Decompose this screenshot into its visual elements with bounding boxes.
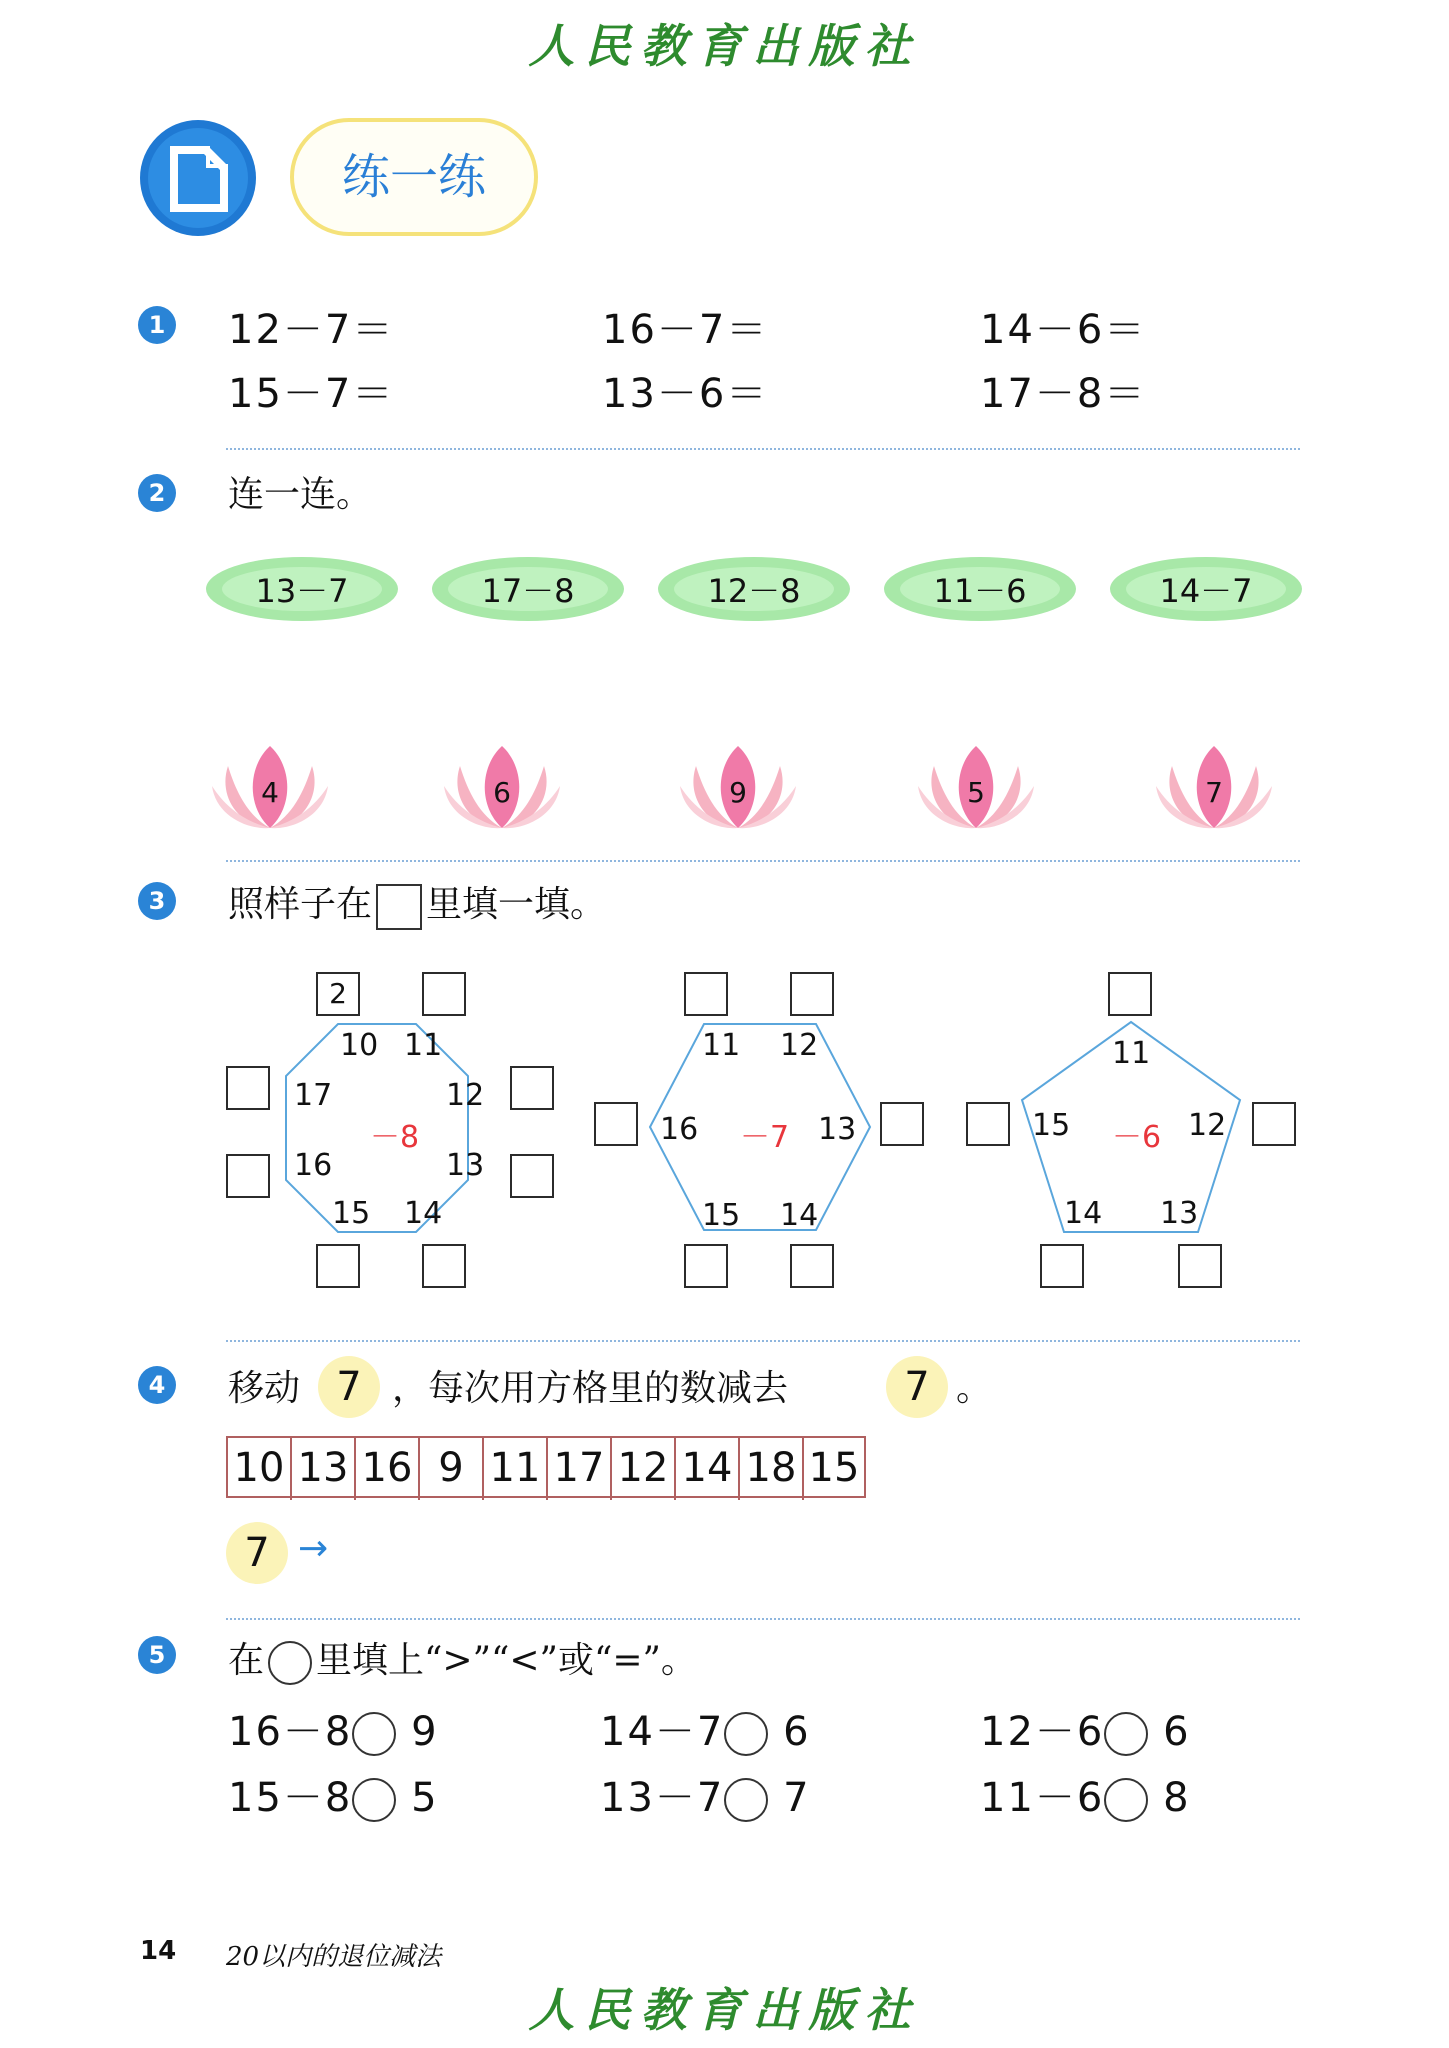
lily-pad-label: 11－6 <box>933 572 1027 610</box>
hexagon-operator: －7 <box>740 1120 790 1155</box>
comparison <box>980 1700 1191 1757</box>
q1-equation: 15－7＝ <box>228 371 395 417</box>
answer-box[interactable] <box>1040 1244 1084 1288</box>
number-cell[interactable]: 14 <box>676 1438 740 1500</box>
chapter-title: 20以内的退位减法 <box>226 1942 442 1972</box>
q5-prompt-before: 在 <box>228 1640 265 1681</box>
lotus-flower <box>676 736 800 832</box>
lotus-label: 4 <box>261 776 279 809</box>
document-icon <box>138 118 258 238</box>
answer-box[interactable] <box>1252 1102 1296 1146</box>
q5-prompt-after: 里填上“>”“<”或“=”。 <box>316 1640 697 1681</box>
pentagon-number: 11 <box>1112 1036 1151 1071</box>
number-cell[interactable]: 13 <box>292 1438 356 1500</box>
octagon-number: 10 <box>340 1028 379 1063</box>
answer-box[interactable] <box>790 1244 834 1288</box>
comparison <box>228 1700 439 1757</box>
q4-prompt-a: 移动 <box>228 1368 301 1409</box>
hexagon-number: 15 <box>702 1198 741 1233</box>
answer-box[interactable] <box>880 1102 924 1146</box>
answer-box[interactable] <box>594 1102 638 1146</box>
octagon-operator: －8 <box>370 1120 420 1155</box>
compare-circle[interactable] <box>724 1712 768 1756</box>
hexagon-number: 14 <box>780 1198 819 1233</box>
comparison <box>600 1700 811 1757</box>
divider <box>226 860 1300 862</box>
comparison-right: 8 <box>1163 1775 1191 1821</box>
arrow-right-icon: → <box>298 1528 329 1569</box>
comparison-left: 11－6 <box>980 1775 1105 1821</box>
hexagon-number: 13 <box>818 1112 857 1147</box>
hexagon-number: 16 <box>660 1112 699 1147</box>
q1-equation: 16－7＝ <box>602 307 769 353</box>
number-cell[interactable]: 16 <box>356 1438 420 1500</box>
divider <box>226 448 1300 450</box>
number-cell[interactable]: 12 <box>612 1438 676 1500</box>
comparison-left: 14－7 <box>600 1709 725 1755</box>
lily-pad <box>656 552 852 626</box>
answer-box[interactable] <box>1178 1244 1222 1288</box>
lily-pad-label: 12－8 <box>707 572 801 610</box>
page-number: 14 <box>140 1936 177 1966</box>
comparison-right: 6 <box>1163 1709 1191 1755</box>
comparison-right: 6 <box>783 1709 811 1755</box>
lotus-flower <box>208 736 332 832</box>
comparison <box>980 1766 1191 1823</box>
q1-equation: 14－6＝ <box>980 307 1147 353</box>
question-badge-5: 5 <box>138 1636 176 1674</box>
hexagon-number: 12 <box>780 1028 819 1063</box>
comparison-right: 9 <box>411 1709 439 1755</box>
comparison-right: 5 <box>411 1775 439 1821</box>
hexagon-number: 11 <box>702 1028 741 1063</box>
answer-box[interactable] <box>684 972 728 1016</box>
sample-box <box>376 884 422 930</box>
q1-equation: 12－7＝ <box>228 307 395 353</box>
number-cell[interactable]: 15 <box>808 1445 860 1491</box>
sample-circle <box>268 1641 312 1685</box>
answer-box[interactable] <box>510 1154 554 1198</box>
compare-circle[interactable] <box>724 1778 768 1822</box>
lily-pad-label: 17－8 <box>481 572 575 610</box>
lotus-flower <box>440 736 564 832</box>
q3-prompt-before: 照样子在 <box>228 884 373 925</box>
question-badge-4: 4 <box>138 1366 176 1404</box>
lotus-flower <box>914 736 1038 832</box>
moving-chip[interactable]: 7 <box>226 1522 288 1584</box>
number-cell[interactable]: 10 <box>228 1438 292 1500</box>
octagon-number: 12 <box>446 1078 485 1113</box>
number-cell[interactable]: 18 <box>740 1438 804 1500</box>
octagon-number: 11 <box>404 1028 443 1063</box>
q1-equation: 13－6＝ <box>602 371 769 417</box>
pentagon-number: 14 <box>1064 1196 1103 1231</box>
divider <box>226 1340 1300 1342</box>
number-cell[interactable]: 9 <box>420 1438 484 1500</box>
number-cell[interactable]: 17 <box>548 1438 612 1500</box>
q5-prompt <box>228 1632 697 1685</box>
q3-prompt <box>228 876 606 930</box>
q3-prompt-after: 里填一填。 <box>426 884 607 925</box>
pentagon-number: 15 <box>1032 1108 1071 1143</box>
lotus-label: 5 <box>967 776 985 809</box>
answer-box[interactable] <box>684 1244 728 1288</box>
pentagon-operator: －6 <box>1112 1120 1162 1155</box>
number-strip <box>226 1436 866 1498</box>
lily-pad <box>882 552 1078 626</box>
lily-pad-label: 13－7 <box>255 572 349 610</box>
lily-pad <box>430 552 626 626</box>
footer-publisher: 人民教育出版社 <box>528 1983 921 2037</box>
question-badge-2: 2 <box>138 474 176 512</box>
compare-circle[interactable] <box>352 1778 396 1822</box>
octagon-number: 13 <box>446 1148 485 1183</box>
q1-equation: 17－8＝ <box>980 371 1147 417</box>
comparison-left: 13－7 <box>600 1775 725 1821</box>
number-chip: 7 <box>318 1356 380 1418</box>
comparison <box>228 1766 439 1823</box>
octagon-number: 16 <box>294 1148 333 1183</box>
lotus-flower <box>1152 736 1276 832</box>
answer-box[interactable] <box>226 1154 270 1198</box>
pentagon-number: 13 <box>1160 1196 1199 1231</box>
octagon-number: 17 <box>294 1078 333 1113</box>
answer-box[interactable] <box>226 1066 270 1110</box>
answer-box[interactable] <box>966 1102 1010 1146</box>
lily-pad <box>1108 552 1304 626</box>
octagon-number: 15 <box>332 1196 371 1231</box>
section-title: 练一练 <box>290 118 538 236</box>
answer-box[interactable] <box>316 1244 360 1288</box>
comparison-left: 16－8 <box>228 1709 353 1755</box>
lotus-label: 7 <box>1205 776 1223 809</box>
answer-box[interactable] <box>422 1244 466 1288</box>
q4-prompt-b: ，每次用方格里的数减去 <box>392 1368 789 1409</box>
comparison-right: 7 <box>783 1775 811 1821</box>
compare-circle[interactable] <box>352 1712 396 1756</box>
octagon-number: 14 <box>404 1196 443 1231</box>
header-publisher: 人民教育出版社 <box>528 19 921 73</box>
pentagon-number: 12 <box>1188 1108 1227 1143</box>
q2-prompt: 连一连。 <box>228 474 373 515</box>
divider <box>226 1618 1300 1620</box>
lotus-label: 6 <box>493 776 511 809</box>
number-chip: 7 <box>886 1356 948 1418</box>
question-badge-1: 1 <box>138 306 176 344</box>
comparison <box>600 1766 811 1823</box>
compare-circle[interactable] <box>1104 1712 1148 1756</box>
compare-circle[interactable] <box>1104 1778 1148 1822</box>
number-cell[interactable]: 11 <box>484 1438 548 1500</box>
answer-box[interactable] <box>422 972 466 1016</box>
lily-pad-label: 14－7 <box>1159 572 1253 610</box>
answer-box[interactable] <box>790 972 834 1016</box>
answer-box-example[interactable]: 2 <box>316 972 360 1016</box>
lily-pad <box>204 552 400 626</box>
q4-prompt-c: 。 <box>956 1368 993 1409</box>
comparison-left: 15－8 <box>228 1775 353 1821</box>
lotus-label: 9 <box>729 776 747 809</box>
comparison-left: 12－6 <box>980 1709 1105 1755</box>
answer-box[interactable] <box>510 1066 554 1110</box>
answer-box[interactable] <box>1108 972 1152 1016</box>
question-badge-3: 3 <box>138 882 176 920</box>
